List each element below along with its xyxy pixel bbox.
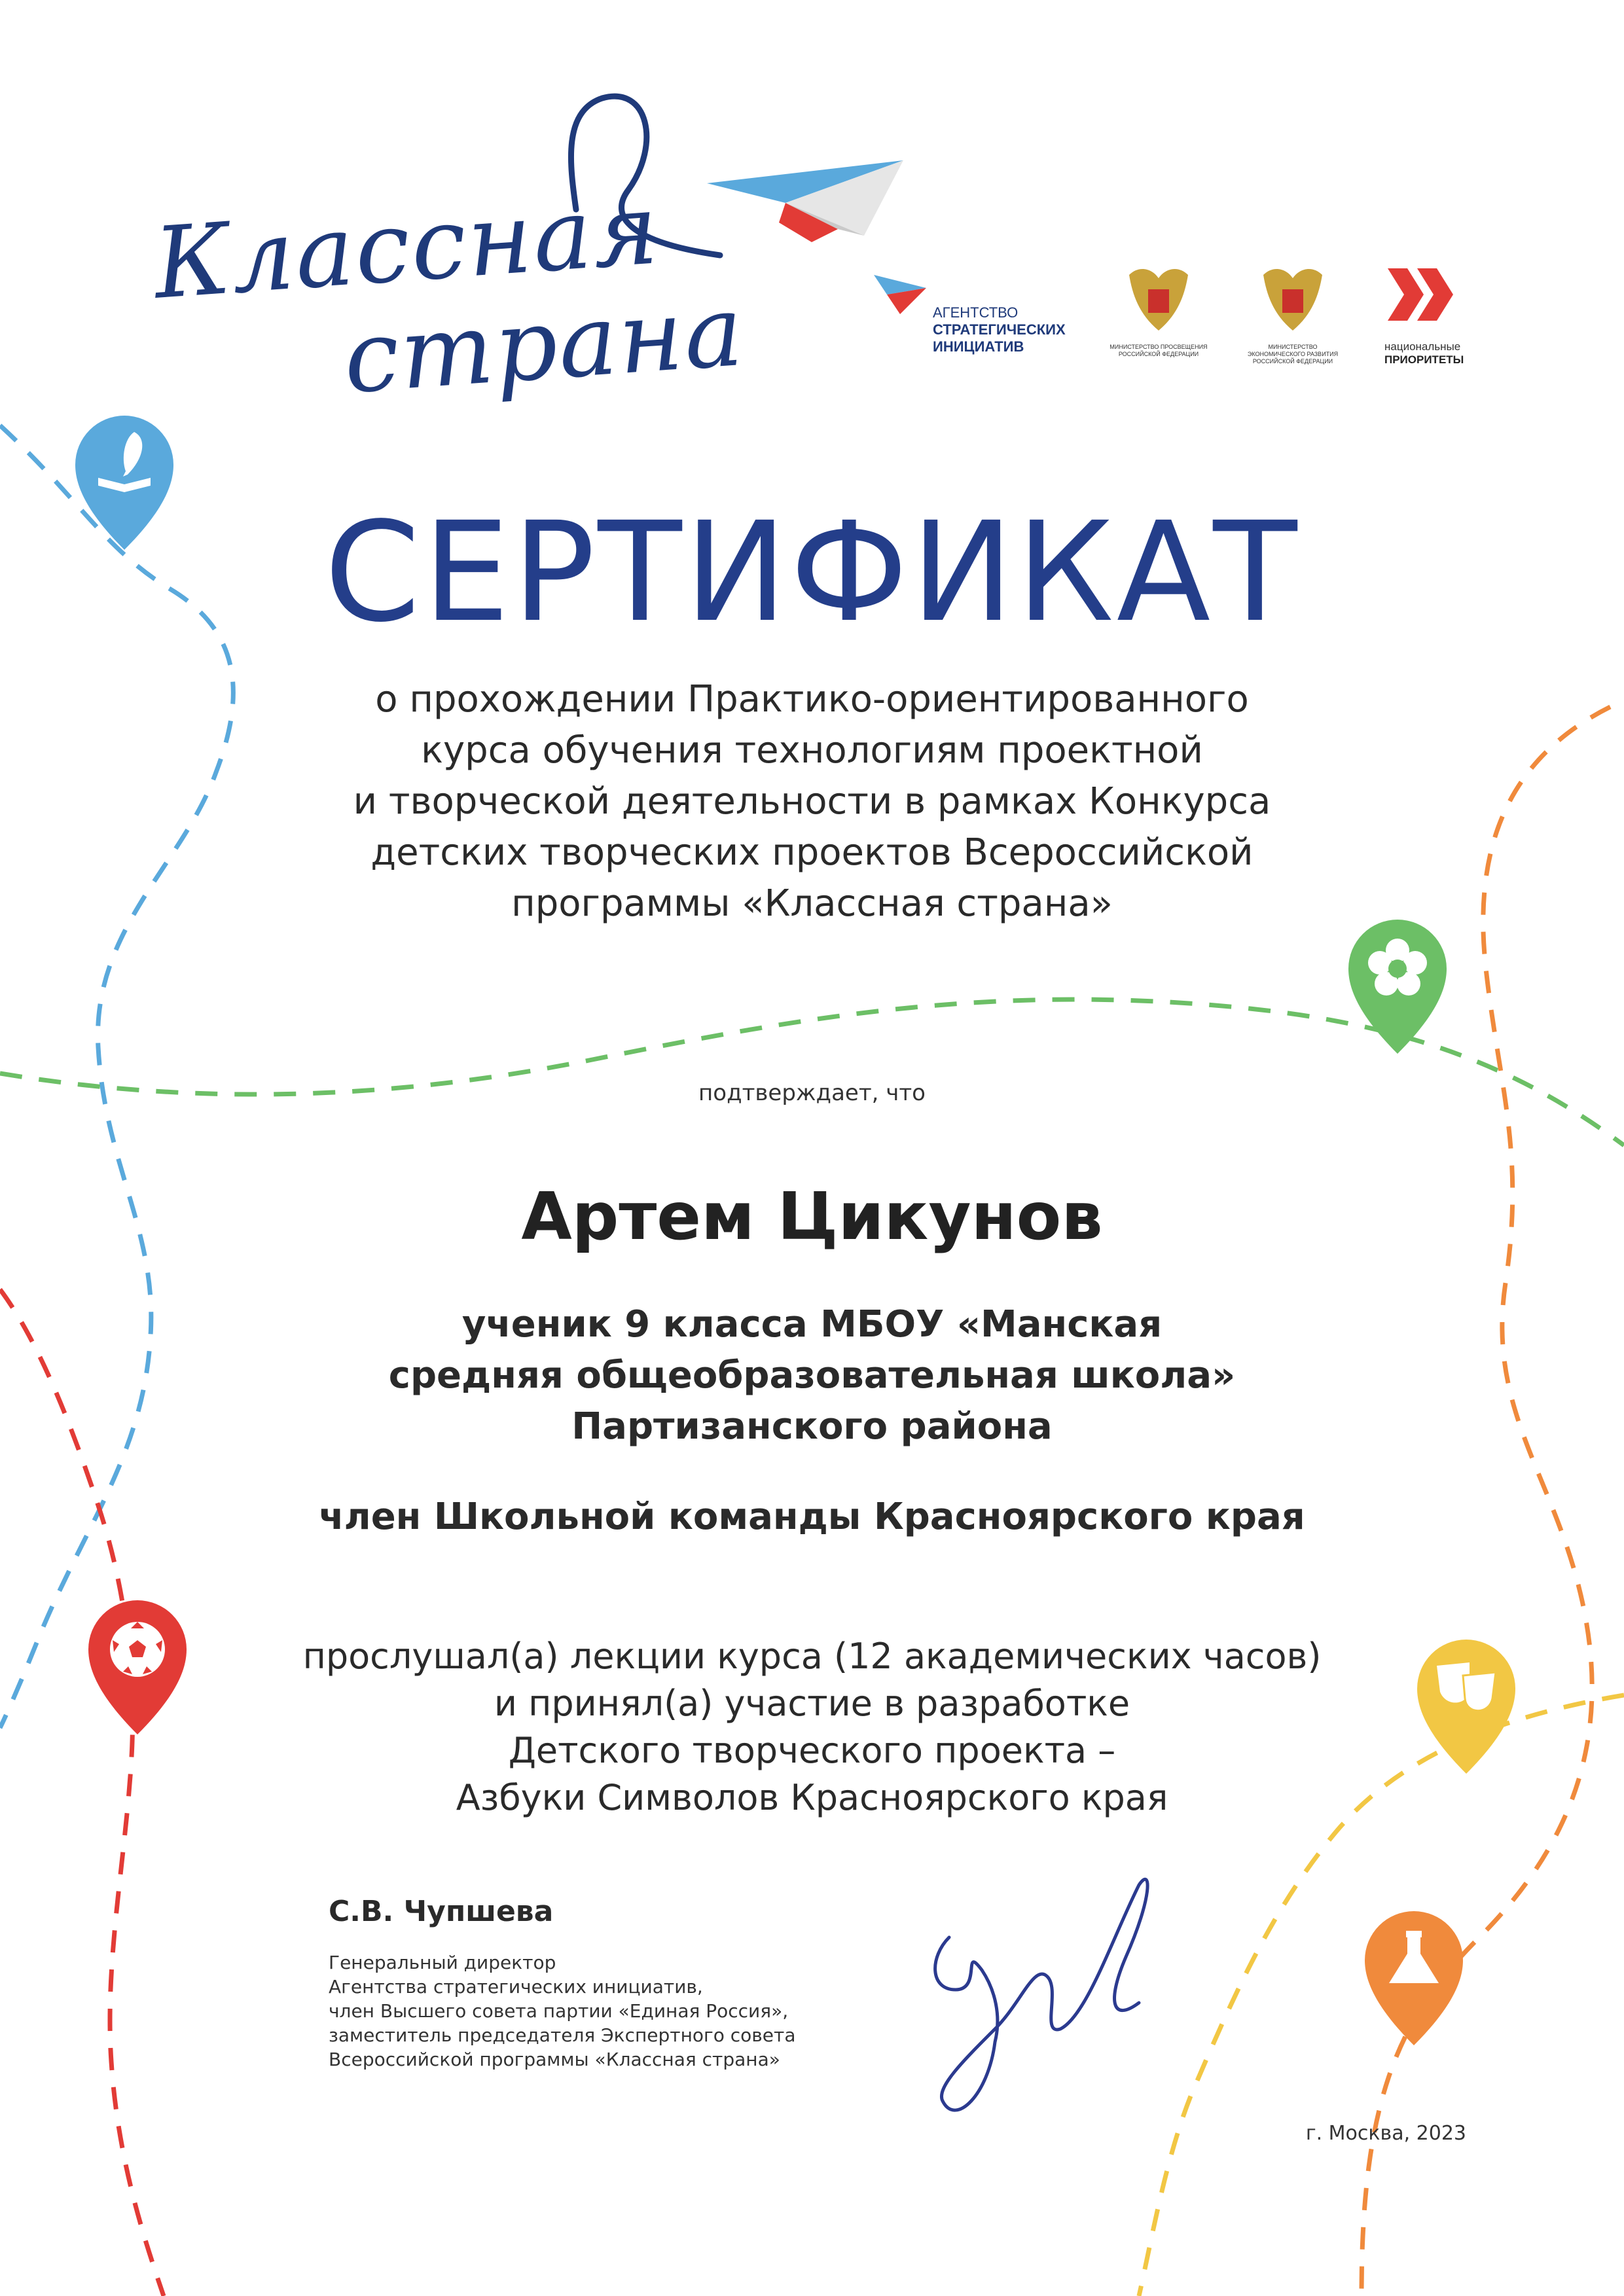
minpros-line-1: МИНИСТЕРСТВО ПРОСВЕЩЕНИЯ bbox=[1110, 344, 1208, 350]
signer-title-line: член Высшего совета партии «Единая Россия», bbox=[329, 2000, 789, 2022]
subtitle-line: детских творческих проектов Всероссийской bbox=[370, 831, 1254, 874]
signer-title-line: Всероссийской программы «Классная страна» bbox=[329, 2049, 780, 2070]
team-membership: член Школьной команды Красноярского края bbox=[319, 1496, 1305, 1538]
confirms-text: подтверждает, что bbox=[698, 1080, 926, 1106]
subtitle-line: о прохождении Практико-ориентированного bbox=[375, 678, 1249, 721]
signer-name: С.В. Чупшева bbox=[329, 1895, 554, 1928]
logo-line-2: страна bbox=[340, 274, 748, 416]
coat-of-arms-icon bbox=[1263, 269, 1322, 331]
logo bbox=[150, 172, 748, 416]
signer-title bbox=[329, 1950, 796, 2072]
national-priorities-icon bbox=[1388, 268, 1453, 321]
recipient-role bbox=[0, 1299, 1624, 1452]
asi-line-2: СТРАТЕГИЧЕСКИХ bbox=[933, 321, 1066, 338]
coat-of-arms-icon bbox=[1129, 269, 1188, 331]
subtitle-line: программы «Классная страна» bbox=[511, 882, 1113, 925]
np-line-2: ПРИОРИТЕТЫ bbox=[1384, 353, 1464, 366]
subtitle-line: курса обучения технологиям проектной bbox=[421, 729, 1203, 772]
details-line: прослушал(а) лекции курса (12 академических часов) bbox=[302, 1636, 1322, 1677]
details-line: Азбуки Символов Красноярского края bbox=[456, 1777, 1168, 1818]
mineco-line-2: ЭКОНОМИЧЕСКОГО РАЗВИТИЯ bbox=[1247, 351, 1339, 357]
minpros-partner-logo bbox=[1100, 344, 1218, 358]
certificate-title: СЕРТИФИКАТ bbox=[324, 492, 1300, 653]
details-line: и принял(а) участие в разработке bbox=[494, 1683, 1130, 1724]
asi-line-1: АГЕНТСТВО bbox=[933, 304, 1019, 321]
minpros-line-2: РОССИЙСКОЙ ФЕДЕРАЦИИ bbox=[1118, 351, 1199, 357]
asi-line-3: ИНИЦИАТИВ bbox=[933, 338, 1024, 355]
recipient-name: Артем Цикунов bbox=[521, 1178, 1103, 1255]
np-partner-logo bbox=[1384, 340, 1476, 367]
role-line: средняя общеобразовательная школа» bbox=[388, 1354, 1236, 1397]
signer-title-line: заместитель председателя Экспертного совета bbox=[329, 2024, 796, 2046]
signature-icon bbox=[935, 1879, 1148, 2110]
np-line-1: национальные bbox=[1384, 340, 1461, 353]
details-line: Детского творческого проекта – bbox=[508, 1730, 1116, 1771]
role-line: Партизанского района bbox=[571, 1405, 1053, 1448]
mineco-partner-logo bbox=[1234, 344, 1352, 365]
certificate-subtitle bbox=[0, 674, 1624, 929]
role-line: ученик 9 класса МБОУ «Манская bbox=[461, 1303, 1163, 1346]
asi-logo-icon bbox=[874, 275, 926, 314]
subtitle-line: и творческой деятельности в рамках Конкурса bbox=[353, 780, 1271, 823]
signer-title-line: Генеральный директор bbox=[329, 1952, 556, 1973]
mineco-line-1: МИНИСТЕРСТВО bbox=[1268, 344, 1318, 350]
place-date: г. Москва, 2023 bbox=[1305, 2122, 1466, 2145]
mineco-line-3: РОССИЙСКОЙ ФЕДЕРАЦИИ bbox=[1252, 358, 1333, 365]
signer-title-line: Агентства стратегических инициатив, bbox=[329, 1976, 703, 1998]
logo-line-1: Классная bbox=[150, 172, 663, 321]
asi-partner-logo bbox=[933, 304, 1083, 355]
certificate-details bbox=[0, 1633, 1624, 1821]
